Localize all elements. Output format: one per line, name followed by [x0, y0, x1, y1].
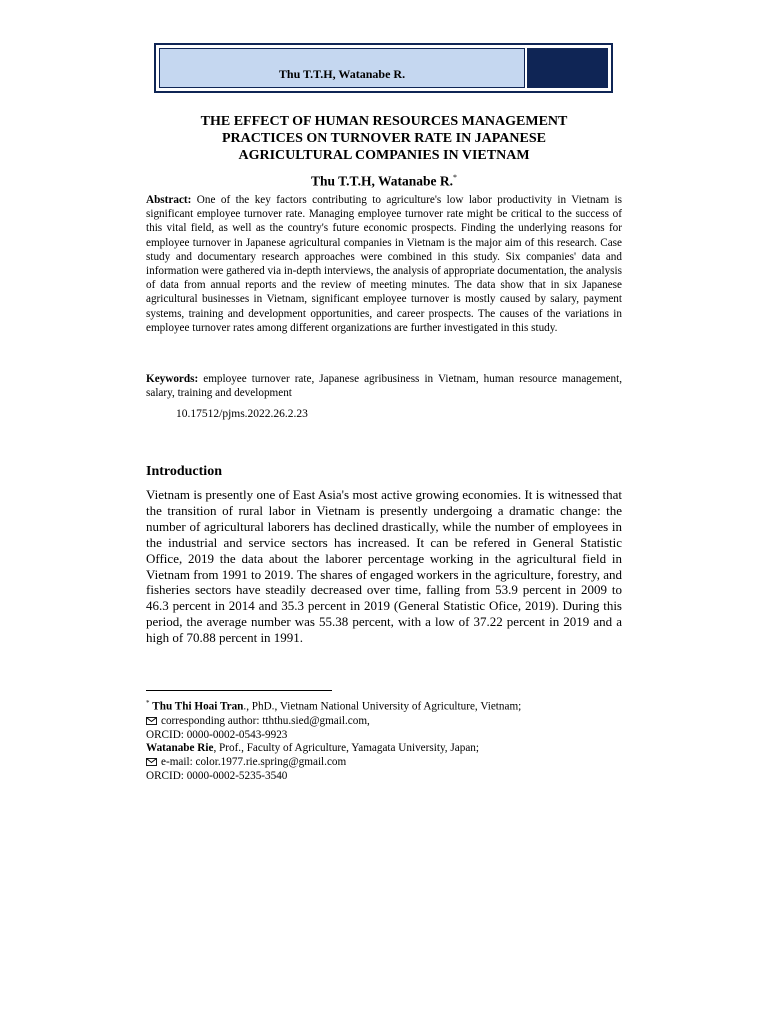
footnote-author2-email: e-mail: color.1977.rie.spring@gmail.com	[161, 756, 347, 769]
running-header	[154, 43, 613, 93]
footnote-author1	[146, 697, 622, 715]
footnote-author1-affiliation: ., PhD., Vietnam National University of Agriculture, Vietnam;	[243, 700, 522, 713]
article-title-line-1: THE EFFECT OF HUMAN RESOURCES MANAGEMENT	[200, 114, 568, 129]
abstract	[146, 193, 622, 335]
running-header-accent-block	[527, 48, 608, 88]
keywords-text: employee turnover rate, Japanese agribusiness in Vietnam, human resource management, salary, training and development	[146, 373, 623, 400]
article-title-line-3: AGRICULTURAL COMPANIES IN VIETNAM	[238, 148, 530, 163]
author-footnote-mark: *	[452, 173, 457, 182]
footnote-author1-name: Thu Thi Hoai Tran	[152, 700, 244, 713]
doi: 10.17512/pjms.2022.26.2.23	[176, 408, 308, 420]
article-authors	[146, 169, 622, 191]
keywords-label: Keywords:	[146, 373, 199, 385]
running-header-title-panel	[159, 48, 525, 88]
abstract-label: Abstract:	[146, 194, 192, 206]
article-title	[146, 113, 622, 164]
footnote-author2-email-line	[146, 756, 622, 770]
article-title-line-2: PRACTICES ON TURNOVER RATE IN JAPANESE	[222, 131, 546, 146]
footnote-author1-email-line	[146, 715, 622, 729]
footnote-author1-orcid: ORCID: 0000-0002-0543-9923	[146, 728, 288, 741]
footnote-author2	[146, 742, 622, 756]
footnotes	[146, 697, 622, 784]
footnote-separator	[146, 690, 332, 691]
abstract-text: One of the key factors contributing to agriculture's low labor productivity in Vietnam is significant employee turnover rate. Managing employee turnover rate might be critical to the success of this vital field, as well as the country's future economic prospects. Finding the underlying reasons for employee turnover in Japanese agricultural companies in Vietnam is the major aim of this research. Case study and documentary research approaches were combined in this study. Six companies' data and information were gathered via in-depth interviews, the analysis of appropriate documentation, the analysis of data from annual reports and the review of meeting minutes. The data show that in six Japanese agricultural businesses in Vietnam, significant employee turnover is mostly caused by salary, payment systems, training and development opportunities, and career prospects. The causes of the variations in employee turnover rates among different organizations are further investigated in this study.	[146, 194, 623, 334]
author-names: Thu T.T.H, Watanabe R.	[311, 173, 453, 189]
section-heading-introduction: Introduction	[146, 464, 222, 479]
introduction-paragraph: Vietnam is presently one of East Asia's most active growing economies. It is witnessed that the transition of rural labor in Vietnam is presently undergoing a dramatic change: the number of agricultural laborers has declined drastically, while the number of employees in the industrial and service sectors has increased. It can be refered in General Statistic Office, 2019 the data about the laborer percentage working in the agricultural field in Vietnam from 1991 to 2019. The shares of engaged workers in the agriculture, forestry, and fisheries sectors have steadily decreased over time, falling from 53.9 percent in 2009 to 46.3 percent in 2014 and 35.3 percent in 2019 (General Statistic Ofice, 2019). During this period, the average number was 55.38 percent, with a low of 37.22 percent in 2019 and a high of 70.88 percent in 1991.	[146, 487, 622, 646]
footnote-mark: *	[146, 699, 150, 707]
keywords	[146, 372, 622, 400]
envelope-icon	[146, 717, 157, 725]
footnote-author2-orcid: ORCID: 0000-0002-5235-3540	[146, 770, 288, 783]
footnote-author1-email: corresponding author: tththu.sied@gmail.com,	[161, 714, 370, 727]
envelope-icon	[146, 758, 157, 766]
running-header-title: Thu T.T.H, Watanabe R.	[278, 66, 406, 81]
footnote-author2-affiliation: , Prof., Faculty of Agriculture, Yamagata University, Japan;	[213, 742, 479, 755]
footnote-author2-name: Watanabe Rie	[146, 742, 214, 755]
